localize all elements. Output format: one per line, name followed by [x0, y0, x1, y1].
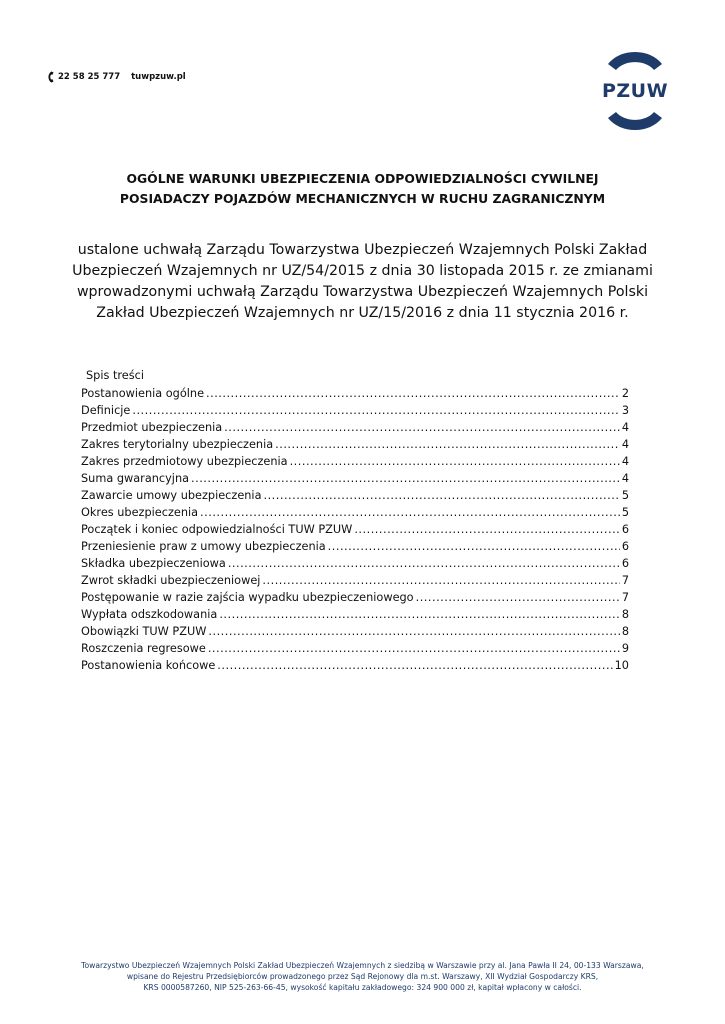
toc-leader-dots — [416, 589, 620, 606]
footer-line: KRS 0000587260, NIP 525-263-66-45, wysokość kapitału zakładowego: 324 900 000 zł, kapitał wpłacony w całości. — [143, 983, 582, 992]
toc-item[interactable] — [81, 589, 629, 606]
toc-item-label: Postanowienia ogólne — [81, 387, 205, 400]
toc-leader-dots — [200, 504, 620, 521]
toc-item-label: Zakres terytorialny ubezpieczenia — [81, 438, 274, 451]
toc-item[interactable] — [81, 606, 629, 623]
toc-item-label: Zawarcie umowy ubezpieczenia — [81, 489, 262, 502]
toc-leader-dots — [290, 453, 620, 470]
subtitle-line: wprowadzonymi uchwałą Zarządu Towarzystwa Ubezpieczeń Wzajemnych Polski — [76, 284, 649, 300]
toc-item-page: 4 — [621, 472, 629, 485]
toc-item-label: Obowiązki TUW PZUW — [81, 625, 207, 638]
toc-item[interactable] — [81, 436, 629, 453]
toc-item[interactable] — [81, 470, 629, 487]
toc-item-label: Postępowanie w razie zajścia wypadku ubezpieczeniowego — [81, 591, 414, 604]
toc-item-page: 6 — [621, 557, 629, 570]
toc-item-label: Początek i koniec odpowiedzialności TUW PZUW — [81, 523, 353, 536]
toc-item-page: 8 — [621, 608, 629, 621]
toc-item[interactable] — [81, 402, 629, 419]
toc-item-page: 4 — [621, 455, 629, 468]
toc-item-page: 5 — [621, 489, 629, 502]
footer-line: Towarzystwo Ubezpieczeń Wzajemnych Polski Zakład Ubezpieczeń Wzajemnych z siedzibą w Warszawie przy al. Jana Pawła II 24, 00-133 Warszawa, — [81, 961, 644, 970]
toc-item[interactable] — [81, 504, 629, 521]
toc-item-page: 6 — [621, 540, 629, 553]
toc-item-page: 5 — [621, 506, 629, 519]
document-title — [60, 169, 665, 209]
toc-leader-dots — [219, 606, 619, 623]
logo-text: PZUW — [601, 80, 669, 102]
toc-item-page: 4 — [621, 438, 629, 451]
phone-icon — [46, 71, 54, 83]
toc-item[interactable] — [81, 419, 629, 436]
toc-item[interactable] — [81, 657, 629, 674]
document-subtitle — [60, 240, 665, 324]
toc-item-label: Przedmiot ubezpieczenia — [81, 421, 223, 434]
toc-leader-dots — [208, 640, 620, 657]
toc-item[interactable] — [81, 640, 629, 657]
phone-number[interactable]: 22 58 25 777 — [58, 72, 121, 82]
toc-item-label: Definicje — [81, 404, 131, 417]
toc-item-page: 6 — [621, 523, 629, 536]
toc-leader-dots — [328, 538, 620, 555]
toc-item[interactable] — [81, 521, 629, 538]
toc-leader-dots — [191, 470, 620, 487]
pzuw-logo — [598, 44, 672, 138]
toc-leader-dots — [228, 555, 620, 572]
toc-item-label: Zwrot składki ubezpieczeniowej — [81, 574, 261, 587]
toc-leader-dots — [217, 657, 612, 674]
title-line: OGÓLNE WARUNKI UBEZPIECZENIA ODPOWIEDZIALNOŚCI CYWILNEJ — [126, 171, 599, 186]
table-of-contents — [81, 385, 629, 674]
toc-leader-dots — [206, 385, 620, 402]
toc-item-label: Zakres przedmiotowy ubezpieczenia — [81, 455, 288, 468]
toc-leader-dots — [208, 623, 619, 640]
toc-item[interactable] — [81, 453, 629, 470]
toc-item-page: 2 — [621, 387, 629, 400]
toc-item-label: Okres ubezpieczenia — [81, 506, 199, 519]
subtitle-line: Ubezpieczeń Wzajemnych nr UZ/54/2015 z dnia 30 listopada 2015 r. ze zmianami — [72, 263, 653, 279]
toc-leader-dots — [354, 521, 619, 538]
toc-item[interactable] — [81, 555, 629, 572]
website-link[interactable]: tuwpzuw.pl — [131, 72, 186, 82]
toc-item-page: 8 — [621, 625, 629, 638]
toc-item-label: Składka ubezpieczeniowa — [81, 557, 226, 570]
toc-item[interactable] — [81, 572, 629, 589]
toc-leader-dots — [262, 572, 619, 589]
footer — [40, 960, 685, 993]
toc-item-label: Przeniesienie praw z umowy ubezpieczenia — [81, 540, 326, 553]
toc-leader-dots — [264, 487, 620, 504]
toc-item[interactable] — [81, 538, 629, 555]
toc-item-label: Suma gwarancyjna — [81, 472, 190, 485]
toc-leader-dots — [132, 402, 619, 419]
toc-item[interactable] — [81, 385, 629, 402]
toc-item-page: 10 — [614, 659, 629, 672]
toc-item-label: Postanowienia końcowe — [81, 659, 216, 672]
footer-line: wpisane do Rejestru Przedsiębiorców prowadzonego przez Sąd Rejonowy dla m.st. Warszawy, XII Wydział Gospodarczy KRS, — [126, 972, 599, 981]
toc-heading: Spis treści — [86, 369, 144, 382]
subtitle-line: ustalone uchwałą Zarządu Towarzystwa Ubezpieczeń Wzajemnych Polski Zakład — [77, 242, 648, 258]
toc-leader-dots — [275, 436, 620, 453]
toc-item-page: 4 — [621, 421, 629, 434]
header-contact — [46, 71, 186, 83]
toc-item[interactable] — [81, 623, 629, 640]
toc-item-page: 3 — [621, 404, 629, 417]
title-line: POSIADACZY POJAZDÓW MECHANICZNYCH W RUCHU ZAGRANICZNYM — [119, 191, 606, 206]
toc-item-page: 7 — [621, 574, 629, 587]
toc-item-page: 7 — [621, 591, 629, 604]
toc-item-label: Wypłata odszkodowania — [81, 608, 218, 621]
toc-leader-dots — [224, 419, 620, 436]
subtitle-line: Zakład Ubezpieczeń Wzajemnych nr UZ/15/2016 z dnia 11 stycznia 2016 r. — [96, 305, 629, 321]
toc-item-page: 9 — [621, 642, 629, 655]
toc-item[interactable] — [81, 487, 629, 504]
toc-item-label: Roszczenia regresowe — [81, 642, 206, 655]
